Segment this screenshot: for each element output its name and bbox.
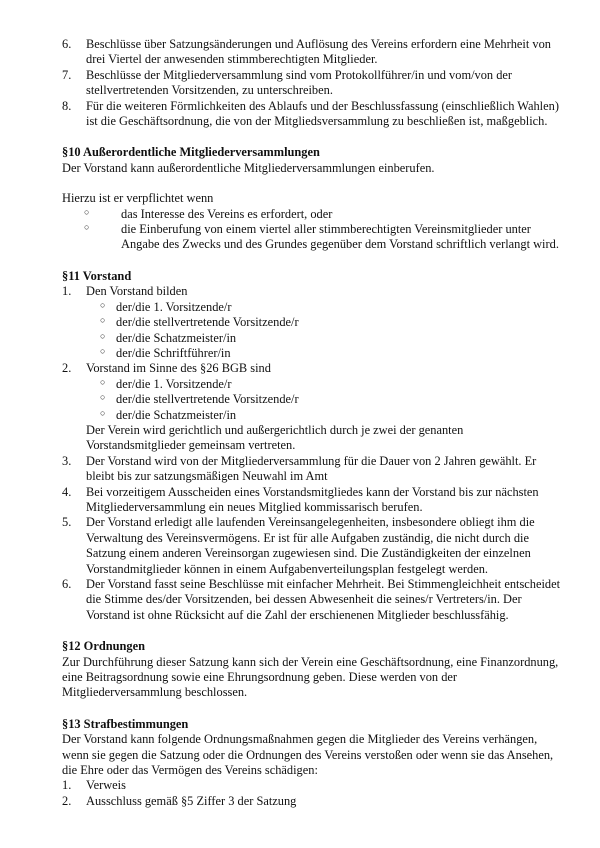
numbered-list-board bbox=[62, 361, 562, 376]
list-text: Vorstand im Sinne des §26 BGB sind bbox=[86, 361, 271, 376]
list-text: Der Vorstand erledigt alle laufenden Vereinsangelegenheiten, insbesondere obliegt ihm die Verwaltung des Vereinsvermögens. Er ist für alle Aufgaben zuständig, die nicht durch die Satzung einem anderen Vereinsorgan zugewiesen sind. Die Zuständigkeiten der einzelnen Vorstandmitglieder können in einem Aufgabenverteilungsplan festgelegt werden. bbox=[86, 515, 535, 576]
paragraph: Hierzu ist er verpflichtet wenn bbox=[62, 191, 214, 206]
circle-bullet-icon: ○ bbox=[100, 407, 106, 418]
list-text: Den Vorstand bilden bbox=[86, 284, 188, 299]
bullet-list bbox=[62, 377, 562, 423]
numbered-list-board bbox=[62, 454, 562, 623]
section-10 bbox=[62, 145, 562, 252]
list-number: 1. bbox=[62, 284, 72, 299]
section-13 bbox=[62, 717, 562, 809]
list-number: 6. bbox=[62, 37, 72, 51]
numbered-list-board bbox=[62, 284, 562, 299]
document-page bbox=[62, 37, 562, 809]
section-12 bbox=[62, 639, 562, 701]
section-heading: §13 Strafbestimmungen bbox=[62, 716, 189, 731]
list-item-1 bbox=[62, 284, 562, 299]
bullet-text: der/die Schatzmeister/in bbox=[116, 407, 237, 422]
bullet-text: der/die 1. Vorsitzende/r bbox=[116, 376, 232, 391]
list-number: 2. bbox=[62, 361, 72, 376]
paragraph: Zur Durchführung dieser Satzung kann sich der Verein eine Geschäftsordnung, eine Finanzordnung, eine Beitragsordnung sowie eine Ehrungsordnung geben. Diese werden von der Mitgliederversammlung beschlossen. bbox=[62, 654, 559, 700]
list-text: Der Vorstand fasst seine Beschlüsse mit einfacher Mehrheit. Bei Stimmengleichheit entscheidet die Stimme des/der Vorsitzenden, bei dessen Abwesenheit die seines/r Vertreters/in. Der Vorstand ist ohne Rücksicht auf die Zahl der erschienenen Mitglieder beschlussfähig. bbox=[86, 577, 561, 622]
list-number: 1. bbox=[62, 778, 72, 793]
list-item-6 bbox=[62, 37, 562, 68]
bullet-text: das Interesse des Vereins es erfordert, oder bbox=[121, 206, 333, 221]
list-item-4 bbox=[62, 485, 562, 516]
list-number: 7. bbox=[62, 67, 72, 82]
section-heading: §12 Ordnungen bbox=[62, 639, 145, 654]
bullet-text: der/die Schriftführer/in bbox=[116, 345, 231, 360]
circle-bullet-icon: ○ bbox=[100, 392, 106, 403]
section-heading: §10 Außerordentliche Mitgliederversammlungen bbox=[62, 145, 320, 160]
list-number: 5. bbox=[62, 515, 72, 530]
paragraph: Der Vorstand kann folgende Ordnungsmaßnahmen gegen die Mitglieder des Vereins verhängen, wenn sie gegen die Satzung oder die Ordnungen des Vereins verstoßen oder wenn sie das Ansehen, die Ehre oder das Vermögen des Vereins schädigen: bbox=[62, 732, 554, 778]
circle-bullet-icon: ○ bbox=[100, 376, 106, 387]
circle-bullet-icon: ○ bbox=[84, 222, 90, 233]
bullet-text: der/die stellvertretende Vorsitzende/r bbox=[116, 392, 299, 407]
bullet-item bbox=[62, 346, 562, 361]
list-item-8 bbox=[62, 99, 562, 130]
section-11 bbox=[62, 269, 562, 623]
list-item-2 bbox=[62, 361, 562, 376]
list-item-7 bbox=[62, 68, 562, 99]
section-heading: §11 Vorstand bbox=[62, 268, 132, 283]
list-text: Beschlüsse über Satzungsänderungen und Auflösung des Vereins erfordern eine Mehrheit von drei Viertel der anwesenden stimmberechtigten Mitglieder. bbox=[86, 37, 551, 67]
bullet-text: der/die 1. Vorsitzende/r bbox=[116, 299, 232, 314]
bullet-text: der/die stellvertretende Vorsitzende/r bbox=[116, 315, 299, 330]
list-text: Für die weiteren Förmlichkeiten des Ablaufs und der Beschlussfassung (einschließlich Wahlen) ist die Geschäftsordnung, die von der Mitgliedsversammlung zu beschließen ist, maßgeblich. bbox=[86, 98, 559, 129]
circle-bullet-icon: ○ bbox=[100, 299, 106, 310]
list-text: Der Vorstand wird von der Mitgliederversammlung für die Dauer von 2 Jahren gewählt. Er bleibt bis zur satzungsmäßigen Neuwahl im Amt bbox=[86, 453, 537, 484]
bullet-item bbox=[62, 392, 562, 407]
numbered-list-assembly bbox=[62, 37, 562, 129]
circle-bullet-icon: ○ bbox=[84, 206, 90, 217]
bullet-item bbox=[62, 315, 562, 330]
numbered-list-penalties bbox=[62, 778, 562, 809]
bullet-item bbox=[62, 331, 562, 346]
bullet-item bbox=[62, 377, 562, 392]
list-item-3 bbox=[62, 454, 562, 485]
list-text: Beschlüsse der Mitgliederversammlung sind vom Protokollführer/in und vom/von der stellvertretenden Vorsitzenden, zu unterschreiben. bbox=[86, 67, 513, 98]
list-number: 6. bbox=[62, 577, 72, 591]
list-item-5 bbox=[62, 515, 562, 577]
bullet-item bbox=[62, 300, 562, 315]
list-item-1 bbox=[62, 778, 562, 793]
list-text: Ausschluss gemäß §5 Ziffer 3 der Satzung bbox=[86, 793, 297, 808]
list-item-6 bbox=[62, 577, 562, 623]
bullet-item bbox=[62, 207, 562, 222]
list-number: 8. bbox=[62, 98, 72, 113]
list-item-2 bbox=[62, 794, 562, 809]
list-number: 2. bbox=[62, 793, 72, 808]
list-text: Bei vorzeitigem Ausscheiden eines Vorstandsmitgliedes kann der Vorstand bis zur nächsten Mitgliederversammlung ein neues Mitglied kommissarisch berufen. bbox=[86, 484, 539, 514]
circle-bullet-icon: ○ bbox=[100, 345, 106, 356]
bullet-text: die Einberufung von einem viertel aller stimmberechtigten Vereinsmitglieder unter Angabe des Zwecks und des Grundes gegenüber dem Vorstand schriftlich verlangt wird. bbox=[121, 222, 559, 252]
paragraph: Der Verein wird gerichtlich und außergerichtlich durch je zwei der genanten Vorstandsmitglieder gemeinsam vertreten. bbox=[86, 422, 464, 453]
bullet-list bbox=[62, 207, 562, 253]
paragraph: Der Vorstand kann außerordentliche Mitgliederversammlungen einberufen. bbox=[62, 160, 435, 175]
bullet-item bbox=[62, 408, 562, 423]
list-number: 4. bbox=[62, 484, 72, 499]
bullet-text: der/die Schatzmeister/in bbox=[116, 330, 237, 345]
bullet-item bbox=[62, 222, 562, 253]
circle-bullet-icon: ○ bbox=[100, 315, 106, 326]
bullet-list bbox=[62, 300, 562, 362]
list-text: Verweis bbox=[86, 778, 126, 793]
circle-bullet-icon: ○ bbox=[100, 330, 106, 341]
list-number: 3. bbox=[62, 453, 72, 468]
